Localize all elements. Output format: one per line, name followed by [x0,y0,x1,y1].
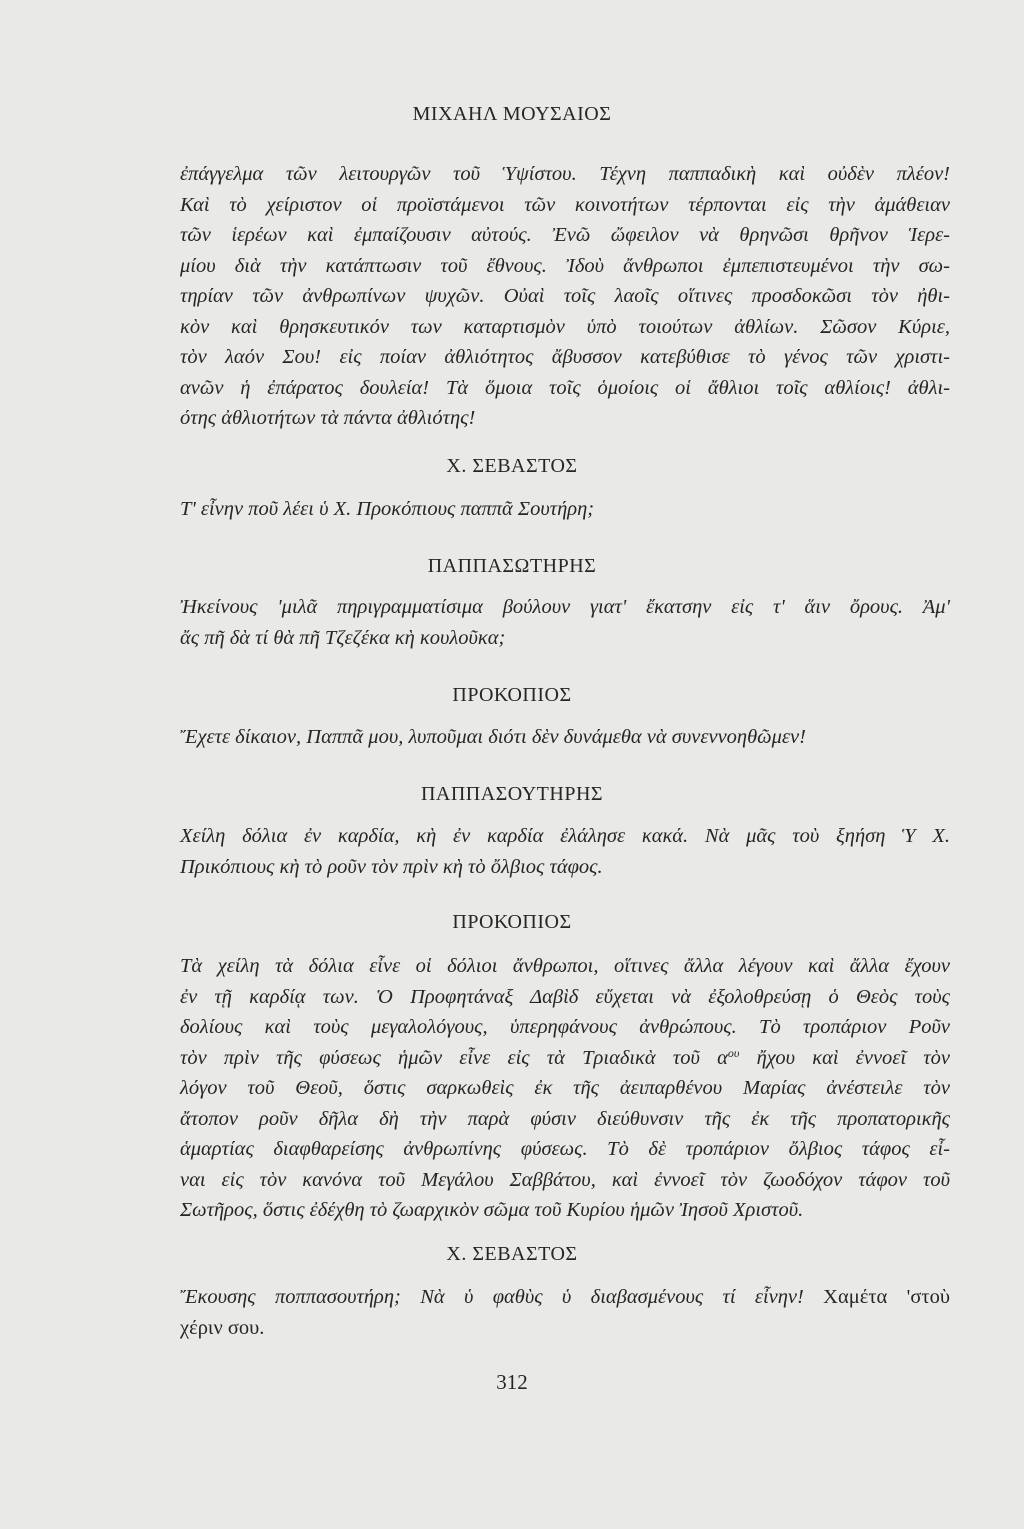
text-line: ἐπάγγελμα τῶν λειτουργῶν τοῦ Ὑψίστου. Τέχνη παππαδικὴ καὶ οὐδὲν πλέον! [180,163,950,185]
speech-block-7 [180,1282,950,1343]
text-line: τὸν λαόν Σου! εἰς ποίαν ἀθλιότητος ἄβυσσον κατεβύθισε τὸ γένος τῶν χριστι- [180,346,950,368]
text-line-with-ordinal [180,1043,950,1074]
text-line: χέριν σου. [180,1316,265,1339]
text-fragment: ἤχου καὶ ἐννοεῖ τὸν [739,1046,950,1069]
speaker-name: ΠΡΟΚΟΠΙΟΣ [452,684,572,706]
running-head: ΜΙΧΑΗΛ ΜΟΥΣΑΙΟΣ [412,103,612,125]
text-line: Σωτῆρος, ὅστις ἐδέχθη τὸ ζωαρχικὸν σῶμα τοῦ Κυρίου ἡμῶν Ἰησοῦ Χριστοῦ. [180,1199,804,1221]
speech-block-1 [180,159,950,434]
text-line: ότης ἀθλιοτήτων τὰ πάντα ἀθλιότης! [180,407,476,429]
text-line: ναι εἰς τὸν κανόνα τοῦ Μεγάλου Σαββάτου, καὶ ἐννοεῖ τὸν ζωοδόχον τάφον τοῦ [180,1168,950,1191]
text-fragment: Ἔκουσης ποππασουτήρη; Νὰ ὑ φαθὺς ὑ διαβασμένους τί εἶνην! [180,1286,804,1308]
text-line: ἁμαρτίας διαφθαρείσης ἀνθρωπίνης φύσεως. Τὸ δὲ τροπάριον ὄλβιος τάφος εἶ- [180,1138,950,1160]
text-line: ἄς πῆ δὰ τί θὰ πῆ Τζεζέκα κὴ κουλοῦκα; [180,626,506,649]
text-line: λόγον τοῦ Θεοῦ, ὅστις σαρκωθεὶς ἐκ τῆς ἀειπαρθένου Μαρίας ἀνέστειλε τὸν [180,1077,950,1099]
text-line: ἐν τῇ καρδίᾳ των. Ὁ Προφητάναξ Δαβὶδ εὔχεται νὰ ἐξολοθρεύσῃ ὁ Θεὸς τοὺς [180,985,950,1008]
speaker-name: ΠΑΠΠΑΣΩΤΗΡΗΣ [427,555,597,577]
text-line: Τ' εἶνην ποῦ λέει ὑ Χ. Προκόπιους παππᾶ Σουτήρη; [180,498,595,520]
speech-block-4 [180,722,950,753]
text-line: Ἠκείνους 'μιλᾶ πηριγραμματίσιμα βούλουν γιατ' ἔκατσην εἰς τ' ἅιν ὄρους. Ἀμ' [180,596,950,618]
upright-fragment: Χαμέτα 'στοὺ [803,1286,951,1308]
text-line: μίου διὰ τὴν κατάπτωσιν τοῦ ἔθνους. Ἰδοὺ ἄνθρωποι ἐμπεπιστευμένοι τὴν σω- [180,254,950,277]
speech-block-5 [180,821,950,882]
text-line: τῶν ἱερέων καὶ ἐμπαίζουσιν αὐτούς. Ἐνῶ ὤφειλον νὰ θρηνῶσι θρῆνον Ἱερε- [180,224,950,246]
speech-block-2 [180,494,950,525]
text-line: Καὶ τὸ χείριστον οἱ προϊστάμενοι τῶν κοινοτήτων τέρπονται εἰς τὴν ἀμάθειαν [180,193,950,216]
text-line: Ἔχετε δίκαιον, Παππᾶ μου, λυποῦμαι διότι δὲν δυνάμεθα νὰ συνεννοηθῶμεν! [180,726,806,748]
text-line: ἄτοπον ροῦν δῆλα δὴ τὴν παρὰ φύσιν διεύθυνσιν τῆς ἐκ τῆς προπατορικῆς [180,1107,950,1130]
text-line: Τὰ χείλη τὰ δόλια εἶνε οἱ δόλιοι ἄνθρωποι, οἵτινες ἄλλα λέγουν καὶ ἄλλα ἔχουν [180,955,950,977]
speech-block-6 [180,951,950,1226]
text-line: δολίους καὶ τοὺς μεγαλολόγους, ὑπερηφάνους ἀνθρώπους. Τὸ τροπάριον Ροῦν [180,1016,950,1038]
speaker-name: Χ. ΣΕΒΑΣΤΟΣ [446,455,578,477]
page-number: 312 [496,1370,528,1394]
text-line: Πρικόπιους κὴ τὸ ρoῦν τὸν πρὶν κὴ τὸ ὄλβιος τάφος. [180,855,603,878]
speaker-name: ΠΑΠΠΑΣΟΥΤΗΡΗΣ [420,783,604,805]
text-line-mixed [180,1282,950,1313]
text-line: Χείλη δόλια ἐν καρδία, κὴ ἐν καρδία ἐλάλησε κακά. Νὰ μᾶς τοὺ ξηήση Ὑ Χ. [180,825,950,847]
speaker-name: ΠΡΟΚΟΠΙΟΣ [452,911,572,933]
text-fragment: τὸν πρὶν τῆς φύσεως ἡμῶν εἶνε εἰς τὰ Τριαδικὰ τοῦ α [180,1046,728,1069]
speech-block-3 [180,592,950,653]
text-line: κὸν καὶ θρησκευτικόν των καταρτισμὸν ὑπὸ τοιούτων ἀθλίων. Σῶσον Κύριε, [180,315,950,338]
speaker-name: Χ. ΣΕΒΑΣΤΟΣ [446,1243,578,1265]
ordinal-superscript: ου [727,1045,740,1060]
text-line: ανῶν ἡ ἐπάρατος δουλεία! Τὰ ὅμοια τοῖς ὁμοίοις οἱ ἄθλιοι τοῖς αθλίοις! ἀθλι- [180,376,950,399]
text-line: τηρίαν τῶν ἀνθρωπίνων ψυχῶν. Οὐαὶ τοῖς λαοῖς οἵτινες προσδοκῶσι τὸν ἠθι- [180,285,950,307]
